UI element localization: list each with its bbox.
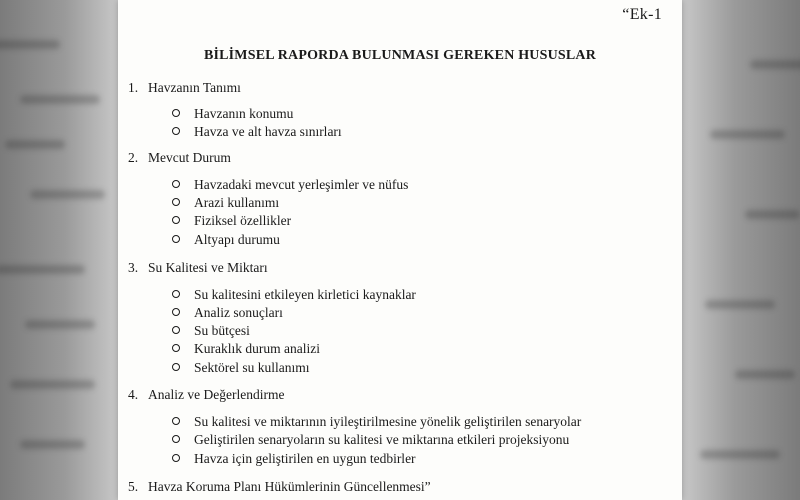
section-number: 5. [128, 479, 139, 494]
bullet-icon [172, 417, 180, 425]
bullet-icon [172, 326, 180, 334]
bullet-icon [172, 127, 180, 135]
bullet-icon [172, 198, 180, 206]
list-item: Havzadaki mevcut yerleşimler ve nüfus [172, 177, 408, 193]
bullet-icon [172, 308, 180, 316]
section-number: 4. [128, 387, 139, 402]
background-right [682, 0, 800, 500]
section-title: Havzanın Tanımı [148, 80, 241, 95]
list-item: Su kalitesini etkileyen kirletici kaynaklar [172, 287, 416, 303]
list-item: Su kalitesi ve miktarının iyileştirilmesine yönelik geliştirilen senaryolar [172, 414, 581, 430]
section-number: 3. [128, 260, 139, 275]
bullet-icon [172, 435, 180, 443]
bullet-icon [172, 216, 180, 224]
section-number: 1. [128, 80, 139, 95]
list-item: Arazi kullanımı [172, 195, 279, 211]
section-heading-3 [128, 260, 268, 276]
annex-label: “Ek-1 [622, 6, 662, 23]
bullet-icon [172, 363, 180, 371]
section-number: 2. [128, 150, 139, 165]
bullet-icon [172, 109, 180, 117]
document-page [118, 0, 682, 500]
bullet-icon [172, 235, 180, 243]
bullet-icon [172, 180, 180, 188]
section-heading-1 [128, 80, 241, 96]
list-item: Analiz sonuçları [172, 305, 283, 321]
section-title: Havza Koruma Planı Hükümlerinin Güncellenmesi” [148, 479, 431, 494]
section-heading-2 [128, 150, 231, 166]
list-item: Geliştirilen senaryoların su kalitesi ve miktarına etkileri projeksiyonu [172, 432, 569, 448]
list-item: Havza için geliştirilen en uygun tedbirler [172, 451, 416, 467]
section-title: Analiz ve Değerlendirme [148, 387, 285, 402]
list-item: Altyapı durumu [172, 232, 280, 248]
section-heading-4 [128, 387, 284, 403]
list-item: Su bütçesi [172, 323, 250, 339]
bullet-icon [172, 290, 180, 298]
background-left [0, 0, 118, 500]
list-item: Fiziksel özellikler [172, 213, 291, 229]
section-title: Su Kalitesi ve Miktarı [148, 260, 268, 275]
list-item: Sektörel su kullanımı [172, 360, 310, 376]
list-item: Havza ve alt havza sınırları [172, 124, 342, 140]
list-item: Havzanın konumu [172, 106, 293, 122]
list-item: Kuraklık durum analizi [172, 341, 320, 357]
section-heading-5 [128, 479, 431, 495]
bullet-icon [172, 344, 180, 352]
bullet-icon [172, 454, 180, 462]
section-title: Mevcut Durum [148, 150, 231, 165]
document-title: BİLİMSEL RAPORDA BULUNMASI GEREKEN HUSUSLAR [203, 48, 597, 63]
